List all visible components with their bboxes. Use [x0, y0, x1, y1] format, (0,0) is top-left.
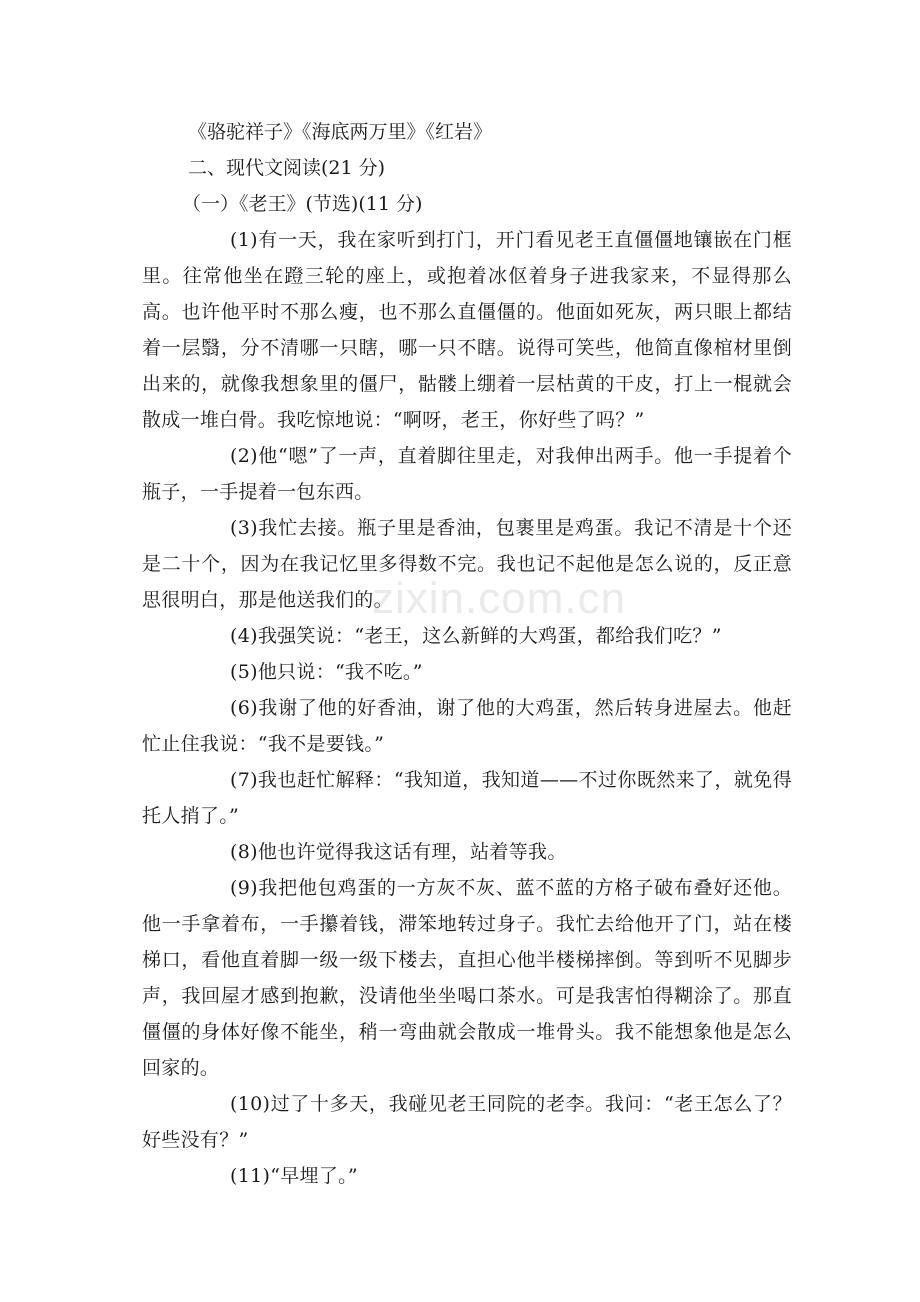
- paragraph-9: (9)我把他包鸡蛋的一方灰不灰、蓝不蓝的方格子破布叠好还他。他一手拿着布，一手攥着钱，滞笨地转过身子。我忙去给他开了门，站在楼梯口，看他直着脚一级一级下楼去，直担心他半楼梯摔倒。等到听不见脚步声，我回屋才感到抱歉，没请他坐坐喝口茶水。可是我害怕得糊涂了。那直僵僵的身体好像不能坐，稍一弯曲就会散成一堆骨头。我不能想象他是怎么回家的。: [142, 877, 792, 1079]
- section-heading: 二、现代文阅读(21 分): [188, 157, 386, 179]
- paragraph-8: (8)他也许觉得我这话有理，站着等我。: [230, 841, 567, 863]
- paragraph-6: (6)我谢了他的好香油，谢了他的大鸡蛋，然后转身进屋去。他赶忙止住我说：“我不是要钱。”: [142, 697, 792, 755]
- watermark: zixin.com.cn: [372, 574, 627, 623]
- paragraph-4: (4)我强笑说：“老王，这么新鲜的大鸡蛋，都给我们吃？”: [230, 625, 722, 647]
- document-body: [142, 114, 792, 1194]
- paragraph-1: (1)有一天，我在家听到打门，开门看见老王直僵僵地镶嵌在门框里。往常他坐在蹬三轮的座上，或抱着冰伛着身子进我家来，不显得那么高。也许他平时不那么瘦，也不那么直僵僵的。他面如死灰，两只眼上都结着一层翳，分不清哪一只瞎，哪一只不瞎。说得可笑些，他简直像棺材里倒出来的，就像我想象里的僵尸，骷髅上绷着一层枯黄的干皮，打上一棍就会散成一堆白骨。我吃惊地说：“啊呀，老王，你好些了吗？”: [142, 229, 792, 431]
- paragraph-11: (11)“早埋了。”: [230, 1165, 358, 1187]
- paragraph-2: (2)他“嗯”了一声，直着脚往里走，对我伸出两手。他一手提着个瓶子，一手提着一包东西。: [142, 445, 792, 503]
- book-list-line: 《骆驼祥子》《海底两万里》《红岩》: [188, 121, 493, 143]
- paragraph-7: (7)我也赶忙解释：“我知道，我知道——不过你既然来了，就免得托人捎了。”: [142, 769, 792, 827]
- paragraph-10: (10)过了十多天，我碰见老王同院的老李。我问：“老王怎么了？好些没有？”: [142, 1093, 792, 1151]
- paragraph-5: (5)他只说：“我不吃。”: [230, 661, 423, 683]
- paragraph-3: (3)我忙去接。瓶子里是香油，包裹里是鸡蛋。我记不清是十个还是二十个，因为在我记忆里多得数不完。我也记不起他是怎么说的，反正意思很明白，那是他送我们的。: [142, 517, 792, 611]
- subsection-heading: （一）《老王》(节选)(11 分): [182, 193, 423, 215]
